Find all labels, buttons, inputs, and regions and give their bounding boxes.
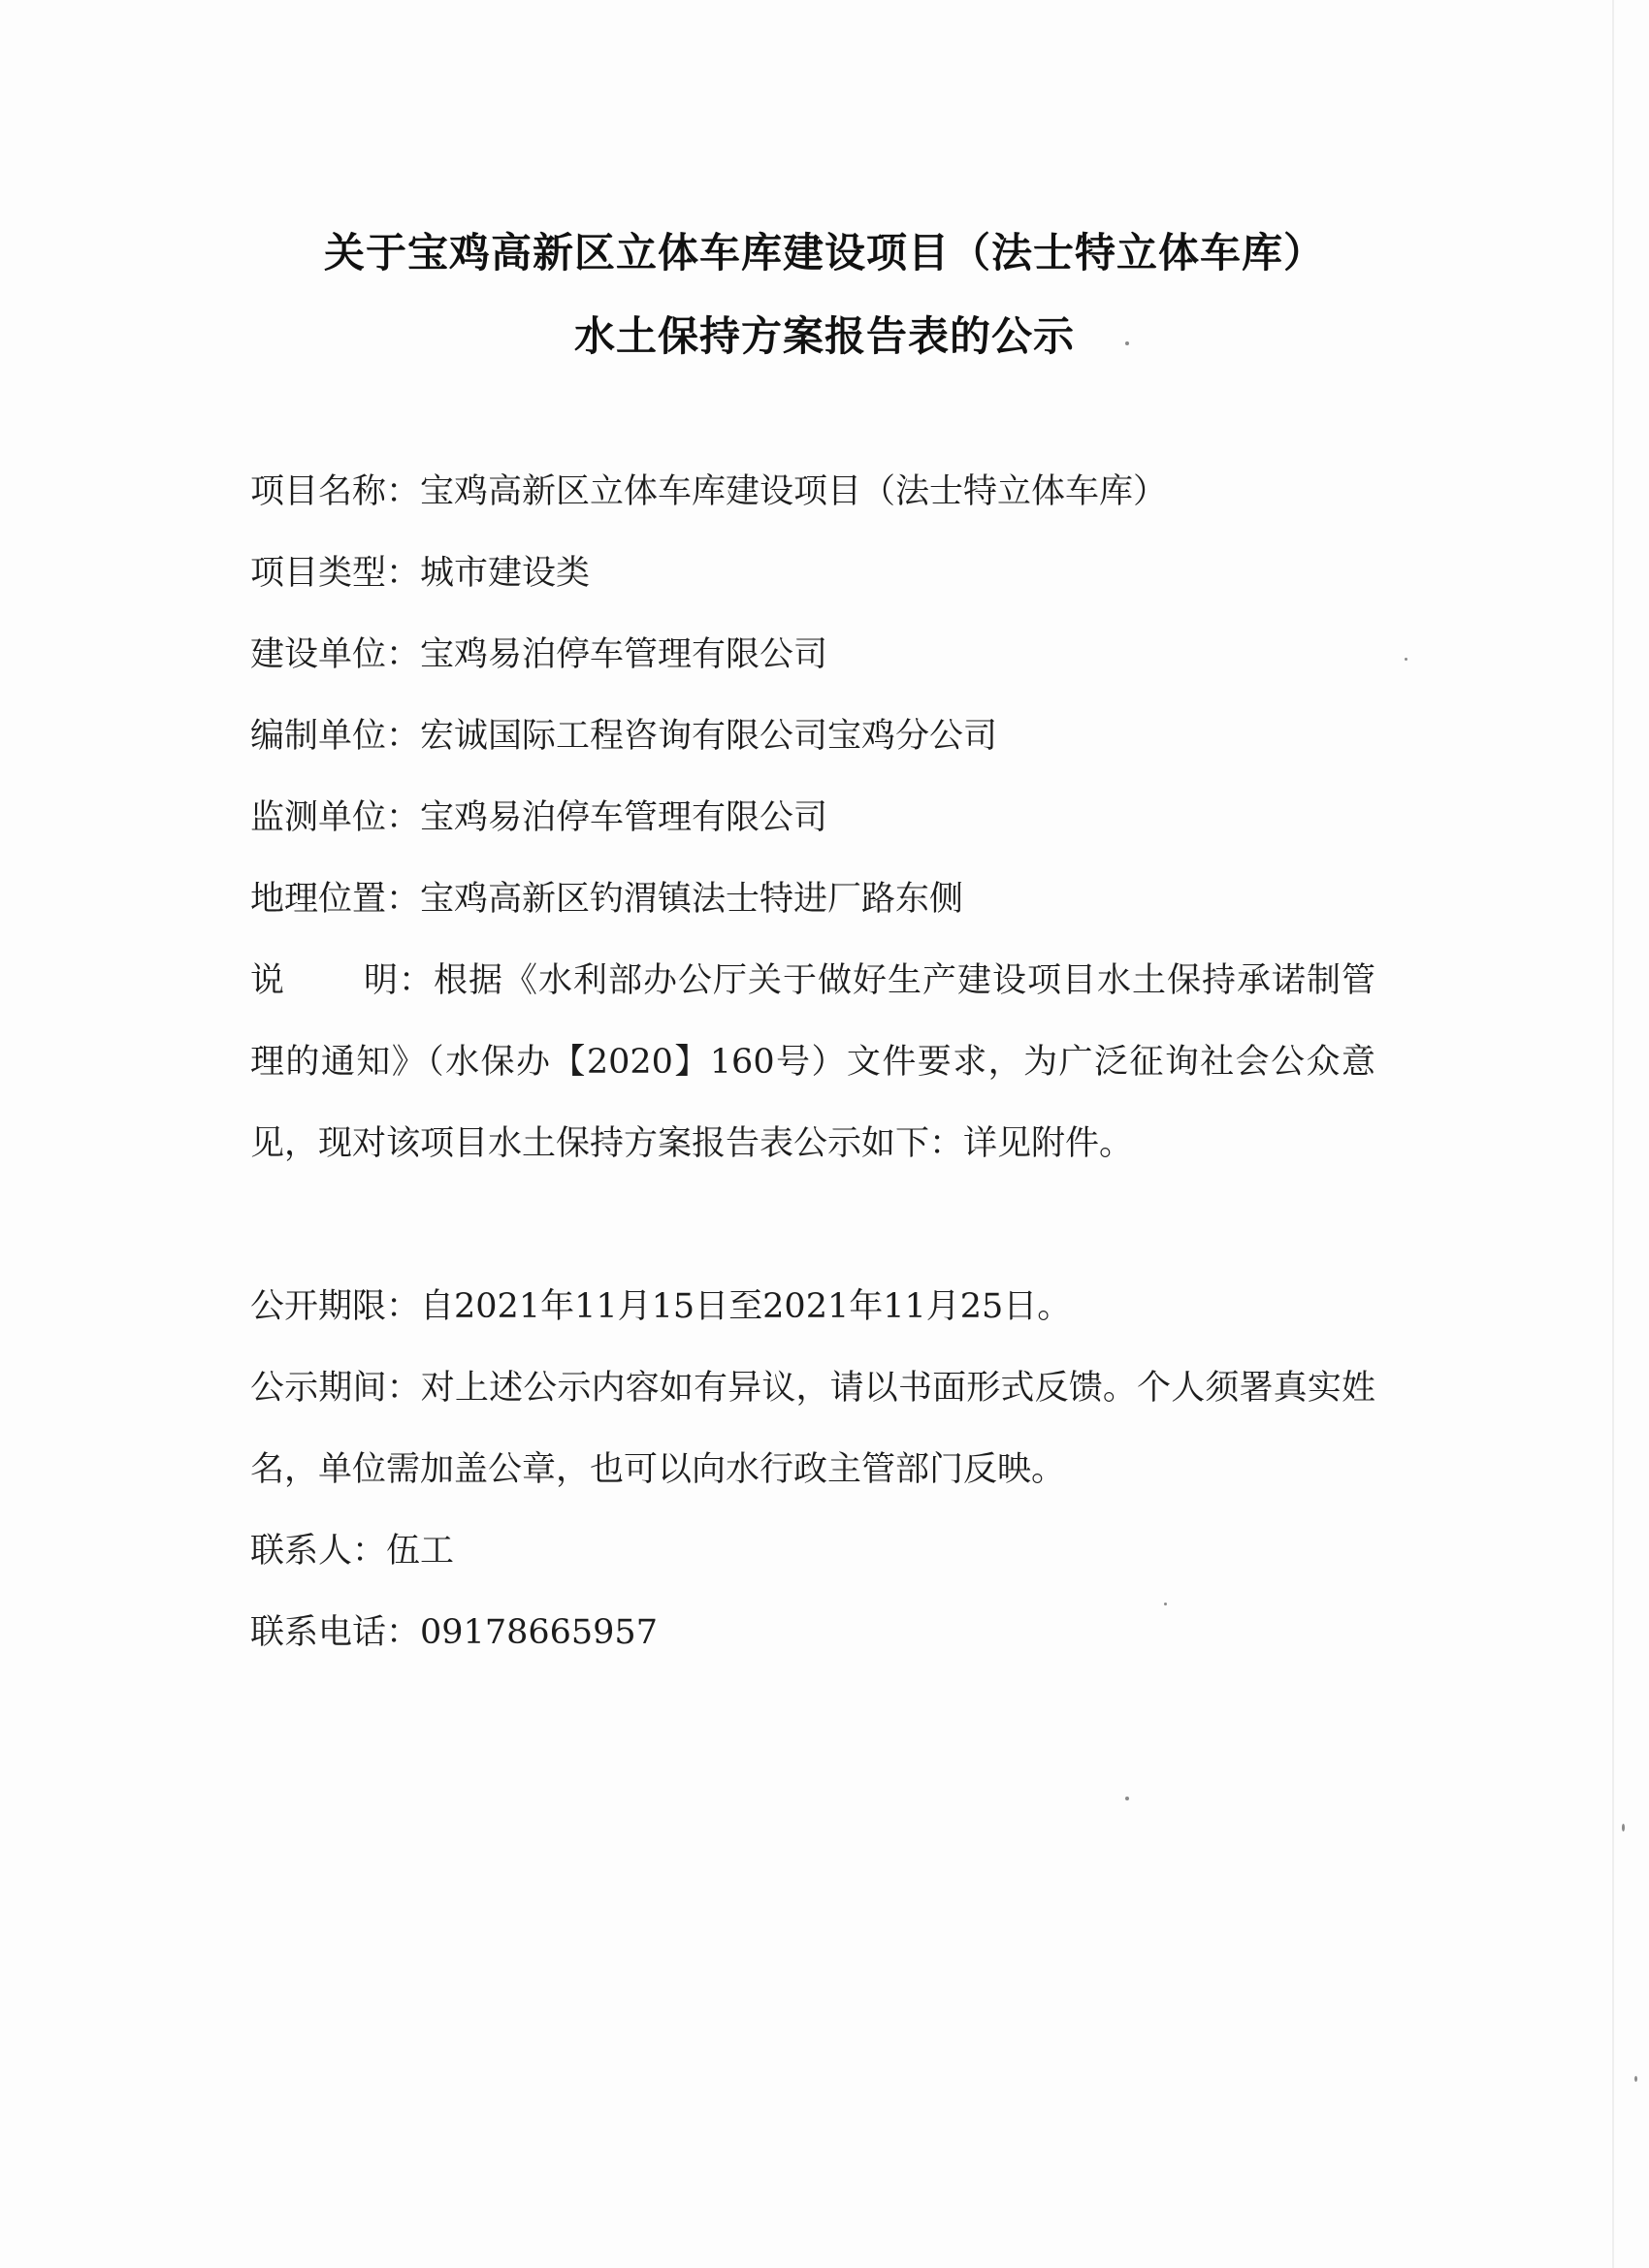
field-value: 宝鸡易泊停车管理有限公司: [420, 635, 828, 674]
explanation-label-a: 说: [250, 961, 285, 1000]
field-period: [250, 1286, 1375, 1327]
scan-speck: [1405, 658, 1407, 661]
field-project-name: [250, 471, 1375, 512]
field-label: 编制单位：: [250, 717, 421, 756]
field-contact: [250, 1531, 1375, 1571]
scan-speck: [1125, 341, 1129, 345]
field-label: 建设单位：: [250, 635, 421, 674]
field-label: 联系电话：: [250, 1613, 421, 1652]
field-label: 监测单位：: [250, 798, 421, 837]
field-phone: [250, 1612, 1375, 1653]
field-label: 联系人：: [250, 1532, 387, 1571]
notice-paragraph: [250, 1347, 1375, 1510]
field-value: 宝鸡易泊停车管理有限公司: [420, 798, 828, 837]
field-compiler: [250, 716, 1375, 757]
field-value: 09178665957: [420, 1613, 658, 1652]
field-label: 项目类型：: [250, 554, 421, 593]
field-value: 城市建设类: [420, 554, 591, 593]
title-line-2: 水土保持方案报告表的公示: [573, 312, 1075, 360]
field-value: 宏诚国际工程咨询有限公司宝鸡分公司: [420, 717, 998, 756]
field-label: 公开期限：: [250, 1287, 421, 1326]
notice-text: 对上述公示内容如有异议，请以书面形式反馈。个人须署真实姓名，单位需加盖公章，也可以向水行政主管部门反映。: [250, 1369, 1375, 1489]
field-builder: [250, 634, 1375, 675]
scan-speck: [1622, 1824, 1625, 1831]
field-monitor: [250, 797, 1375, 838]
field-label: 项目名称：: [250, 472, 421, 511]
explanation-paragraph: [250, 940, 1375, 1184]
field-value: 宝鸡高新区立体车库建设项目（法士特立体车库）: [420, 472, 1168, 511]
explanation-text: 根据《水利部办公厅关于做好生产建设项目水土保持承诺制管理的通知》（水保办【2020】160号）文件要求，为广泛征询社会公众意见，现对该项目水土保持方案报告表公示如下：详见附件。: [250, 961, 1375, 1163]
field-location: [250, 879, 1375, 920]
scan-speck: [1125, 1797, 1129, 1800]
field-project-type: [250, 553, 1375, 594]
explanation-label-b: 明：: [363, 961, 434, 1000]
title-line-1: 关于宝鸡高新区立体车库建设项目（法士特立体车库）: [323, 229, 1325, 276]
field-label: 地理位置：: [250, 880, 421, 919]
field-value: 宝鸡高新区钓渭镇法士特进厂路东侧: [420, 880, 964, 919]
field-value: 自2021年11月15日至2021年11月25日。: [420, 1287, 1072, 1326]
notice-label: 公示期间：: [250, 1369, 421, 1408]
scan-speck: [1164, 1603, 1167, 1605]
scan-speck: [1634, 2076, 1637, 2082]
field-value: 伍工: [386, 1532, 455, 1571]
